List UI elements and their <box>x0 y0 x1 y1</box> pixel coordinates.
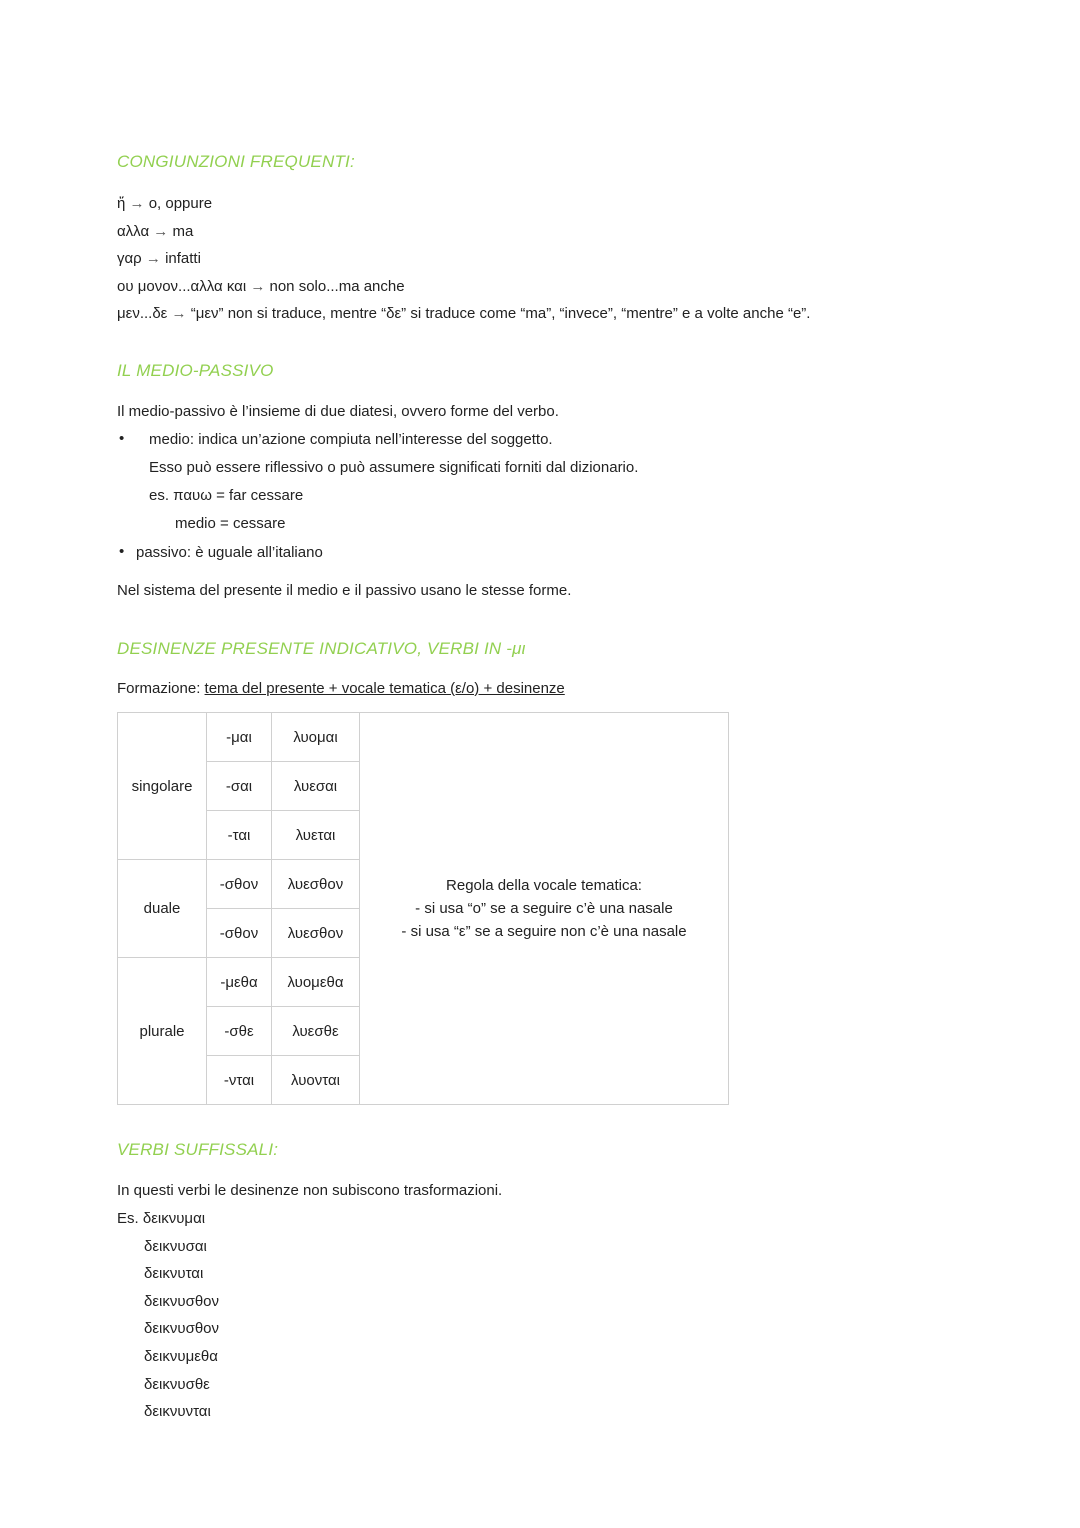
meaning: o, oppure <box>148 195 213 212</box>
arrow-icon: → <box>129 195 145 212</box>
arrow-icon: → <box>153 223 169 240</box>
ending-cell: -μεθα <box>207 958 272 1007</box>
rule-cell <box>360 713 729 1105</box>
meaning: non solo...ma anche <box>269 278 405 295</box>
ending-cell: -νται <box>207 1056 272 1105</box>
form-cell: λυομαι <box>272 713 360 762</box>
form-cell: λυεσθον <box>272 860 360 909</box>
bullet-medio-detail: Esso può essere riflessivo o può assumere significati forniti dal dizionario. <box>149 459 639 476</box>
example-medio: medio = cessare <box>175 515 286 532</box>
greek-word: αλλα <box>117 223 150 240</box>
greek-word: μεν...δε <box>117 305 168 322</box>
congiunzione-item <box>117 304 810 324</box>
congiunzione-item <box>117 249 201 269</box>
suffissali-example-line <box>117 1209 205 1229</box>
meaning: infatti <box>165 250 201 267</box>
bullet-passivo: passivo: è uguale all’italiano <box>136 544 323 561</box>
form-cell: λυονται <box>272 1056 360 1105</box>
example-paw: es. παυω = far cessare <box>149 487 304 504</box>
greek-word: γαρ <box>117 250 142 267</box>
medio-passivo-note: Nel sistema del presente il medio e il passivo usano le stesse forme. <box>117 582 572 599</box>
group-label-plurale: plurale <box>118 958 207 1105</box>
bullet-medio: medio: indica un’azione compiuta nell’interesse del soggetto. <box>149 431 553 448</box>
arrow-icon: → <box>145 250 161 267</box>
medio-passivo-intro: Il medio-passivo è l’insieme di due diatesi, ovvero forme del verbo. <box>117 403 559 420</box>
meaning: ma <box>172 223 194 240</box>
bullet-icon: • <box>119 430 125 447</box>
meaning: “μεν” non si traduce, mentre “δε” si traduce come “ma”, “invece”, “mentre” e a volte anche “e”. <box>190 305 811 322</box>
form-cell: λυεσθον <box>272 909 360 958</box>
congiunzione-item <box>117 277 405 297</box>
congiunzione-item <box>117 222 193 242</box>
verb-form: δεικνυται <box>144 1265 204 1282</box>
suffissali-intro: In questi verbi le desinenze non subiscono trasformazioni. <box>117 1182 503 1199</box>
ending-cell: -σαι <box>207 762 272 811</box>
desinenze-table <box>117 712 729 1105</box>
ending-cell: -σθον <box>207 909 272 958</box>
formazione-text: tema del presente + vocale tematica (ε/o) + desinenze <box>204 680 565 697</box>
congiunzioni-heading: CONGIUNZIONI FREQUENTI: <box>117 152 355 171</box>
congiunzione-item <box>117 194 212 214</box>
form-cell: λυεσαι <box>272 762 360 811</box>
medio-passivo-heading: IL MEDIO-PASSIVO <box>117 361 274 380</box>
verb-form: δεικνυσαι <box>144 1238 207 1255</box>
rule-line-1: - si usa “o” se a seguire c’è una nasale <box>415 900 673 917</box>
greek-word: ου μονον...αλλα και <box>117 278 247 295</box>
verb-form: δεικνυνται <box>144 1403 211 1420</box>
table-row <box>118 713 729 762</box>
example-prefix: Es. <box>117 1210 139 1227</box>
bullet-icon: • <box>119 543 125 560</box>
arrow-icon: → <box>171 305 187 322</box>
form-cell: λυομεθα <box>272 958 360 1007</box>
formazione-line <box>117 679 565 699</box>
group-label-duale: duale <box>118 860 207 958</box>
rule-line-2: - si usa “ε” se a seguire non c’è una nasale <box>401 923 687 940</box>
formazione-label: Formazione: <box>117 680 201 697</box>
form-cell: λυεται <box>272 811 360 860</box>
verb-form: δεικνυσθε <box>144 1376 210 1393</box>
suffissali-heading: VERBI SUFFISSALI: <box>117 1140 279 1159</box>
ending-cell: -σθον <box>207 860 272 909</box>
desinenze-heading: DESINENZE PRESENTE INDICATIVO, VERBI IN -μι <box>117 639 526 658</box>
ending-cell: -σθε <box>207 1007 272 1056</box>
ending-cell: -ται <box>207 811 272 860</box>
greek-word: ἤ <box>117 195 126 212</box>
ending-cell: -μαι <box>207 713 272 762</box>
verb-form: δεικνυσθον <box>144 1320 220 1337</box>
group-label-singolare: singolare <box>118 713 207 860</box>
verb-form: δεικνυσθον <box>144 1293 220 1310</box>
arrow-icon: → <box>250 278 266 295</box>
form-cell: λυεσθε <box>272 1007 360 1056</box>
verb-form: δεικνυμεθα <box>144 1348 218 1365</box>
verb-form: δεικνυμαι <box>142 1210 206 1227</box>
rule-title: Regola della vocale tematica: <box>446 877 642 894</box>
